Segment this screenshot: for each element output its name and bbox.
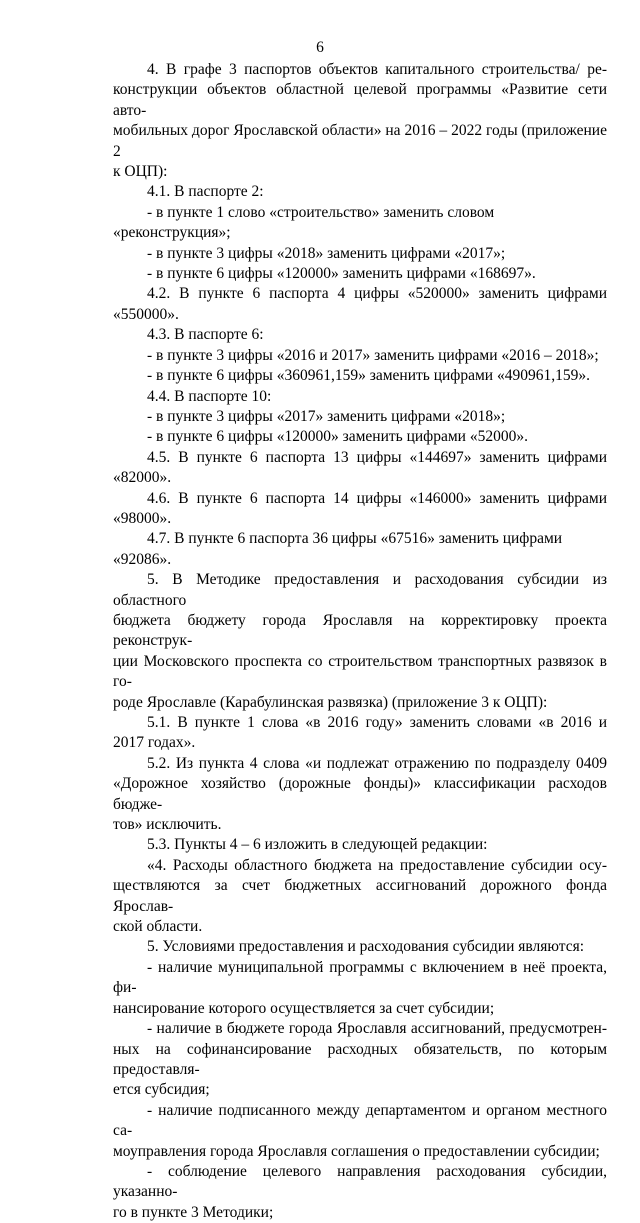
page-number: 6 (316, 39, 324, 56)
paragraph-line: - наличие подписанного между департаментом и органом местного са- (113, 1101, 607, 1140)
paragraph-line: бюджета бюджету города Ярославля на корректировку проекта реконструк- (113, 611, 607, 650)
paragraph-line: - в пункте 6 цифры «120000» заменить цифрами «168697». (147, 265, 536, 283)
paragraph (113, 1101, 607, 1162)
paragraph (113, 754, 607, 836)
paragraph (113, 325, 607, 345)
paragraph (113, 346, 607, 366)
paragraph-line: мобильных дорог Ярославской области» на 2016 – 2022 годы (приложение 2 (113, 122, 607, 160)
paragraph (113, 407, 607, 427)
paragraph-line: к ОЦП): (113, 163, 168, 181)
paragraph-line: - в пункте 3 цифры «2018» заменить цифрами «2017»; (147, 244, 506, 262)
paragraph-line: «Дорожное хозяйство (дорожные фонды)» классификации расходов бюдже- (113, 775, 607, 813)
paragraph-line: 4. В графе 3 паспортов объектов капитального строительства/ ре- (147, 61, 607, 78)
paragraph (113, 529, 607, 570)
paragraph-line: «4. Расходы областного бюджета на предоставление субсидии осу- (147, 856, 607, 874)
paragraph-line: «98000». (113, 509, 172, 527)
paragraph (113, 284, 607, 325)
paragraph-line: 4.1. В паспорте 2: (147, 183, 264, 201)
paragraph (113, 713, 607, 754)
paragraph-line: - соблюдение целевого направления расходования субсидии, указанно- (113, 1162, 607, 1201)
paragraph-line: ется субсидия; (113, 1081, 210, 1099)
paragraph-line: ных на софинансирование расходных обязательств, по которым предоставля- (113, 1040, 607, 1078)
paragraph-line: моуправления города Ярославля соглашения о предоставлении субсидии; (113, 1142, 600, 1160)
paragraph (113, 958, 607, 1019)
paragraph-line: - в пункте 3 цифры «2016 и 2017» заменить цифрами «2016 – 2018»; (147, 346, 599, 364)
paragraph-line: ции Московского проспекта со строительством транспортных развязок в го- (113, 652, 607, 691)
paragraph-line: ществляются за счет бюджетных ассигнований дорожного фонда Ярослав- (113, 877, 607, 915)
paragraph-line: нансирование которого осуществляется за счет субсидии; (113, 999, 495, 1017)
paragraph (113, 489, 607, 530)
paragraph-line: - в пункте 6 цифры «360961,159» заменить цифрами «490961,159». (147, 367, 590, 385)
paragraph (113, 937, 607, 957)
paragraph-line: - наличие муниципальной программы с включением в неё проекта, фи- (113, 958, 607, 997)
paragraph-line: 4.2. В пункте 6 паспорта 4 цифры «520000» заменить цифрами (147, 285, 607, 303)
paragraph-line: 4.4. В паспорте 10: (147, 387, 272, 405)
paragraph-line: - в пункте 3 цифры «2017» заменить цифрами «2018»; (147, 407, 506, 425)
paragraph-line: - наличие в бюджете города Ярославля ассигнований, предусмотрен- (147, 1020, 607, 1038)
paragraph-line: 4.7. В пункте 6 паспорта 36 цифры «67516» заменить цифрами «92086». (113, 530, 563, 568)
paragraph-line: роде Ярославле (Карабулинская развязка) (приложение 3 к ОЦП): (113, 693, 548, 711)
paragraph-line: 4.5. В пункте 6 паспорта 13 цифры «144697» заменить цифрами (147, 448, 607, 466)
paragraph (113, 244, 607, 264)
paragraph (113, 427, 607, 447)
paragraph (113, 264, 607, 284)
paragraph-line: тов» исключить. (113, 816, 222, 834)
paragraph-line: «82000». (113, 469, 172, 487)
paragraph-line: 5.2. Из пункта 4 слова «и подлежат отражению по подразделу 0409 (147, 754, 607, 772)
paragraph-line: 5.1. В пункте 1 слова «в 2016 году» заменить словами «в 2016 и (147, 714, 607, 731)
paragraph-line: 5. В Методике предоставления и расходования субсидии из областного (113, 571, 607, 609)
paragraph-line: конструкции объектов областной целевой программы «Развитие сети авто- (113, 81, 607, 119)
paragraph (113, 1019, 607, 1101)
paragraph-line: - в пункте 6 цифры «120000» заменить цифрами «52000». (147, 428, 528, 446)
paragraph (113, 182, 607, 202)
paragraph (113, 203, 607, 244)
paragraph (113, 387, 607, 407)
paragraph (113, 570, 607, 713)
paragraph (113, 448, 607, 489)
paragraph (113, 856, 607, 938)
paragraph-line: - в пункте 1 слово «строительство» заменить словом «реконструкция»; (113, 203, 495, 242)
paragraph-line: «550000». (113, 305, 179, 323)
paragraph-line: 5.3. Пункты 4 – 6 изложить в следующей редакции: (147, 836, 488, 854)
paragraph-line: 4.3. В паспорте 6: (147, 326, 264, 344)
paragraph-line: 4.6. В пункте 6 паспорта 14 цифры «146000» заменить цифрами (147, 489, 607, 507)
paragraph (113, 1162, 607, 1223)
paragraph-line: ской области. (113, 918, 203, 936)
paragraph-line: 5. Условиями предоставления и расходования субсидии являются: (147, 938, 585, 956)
document-body (113, 60, 607, 1223)
paragraph (113, 366, 607, 386)
paragraph (113, 835, 607, 855)
paragraph (113, 60, 607, 182)
paragraph-line: го в пункте 3 Методики; (113, 1203, 274, 1221)
paragraph-line: 2017 годах». (113, 734, 196, 752)
